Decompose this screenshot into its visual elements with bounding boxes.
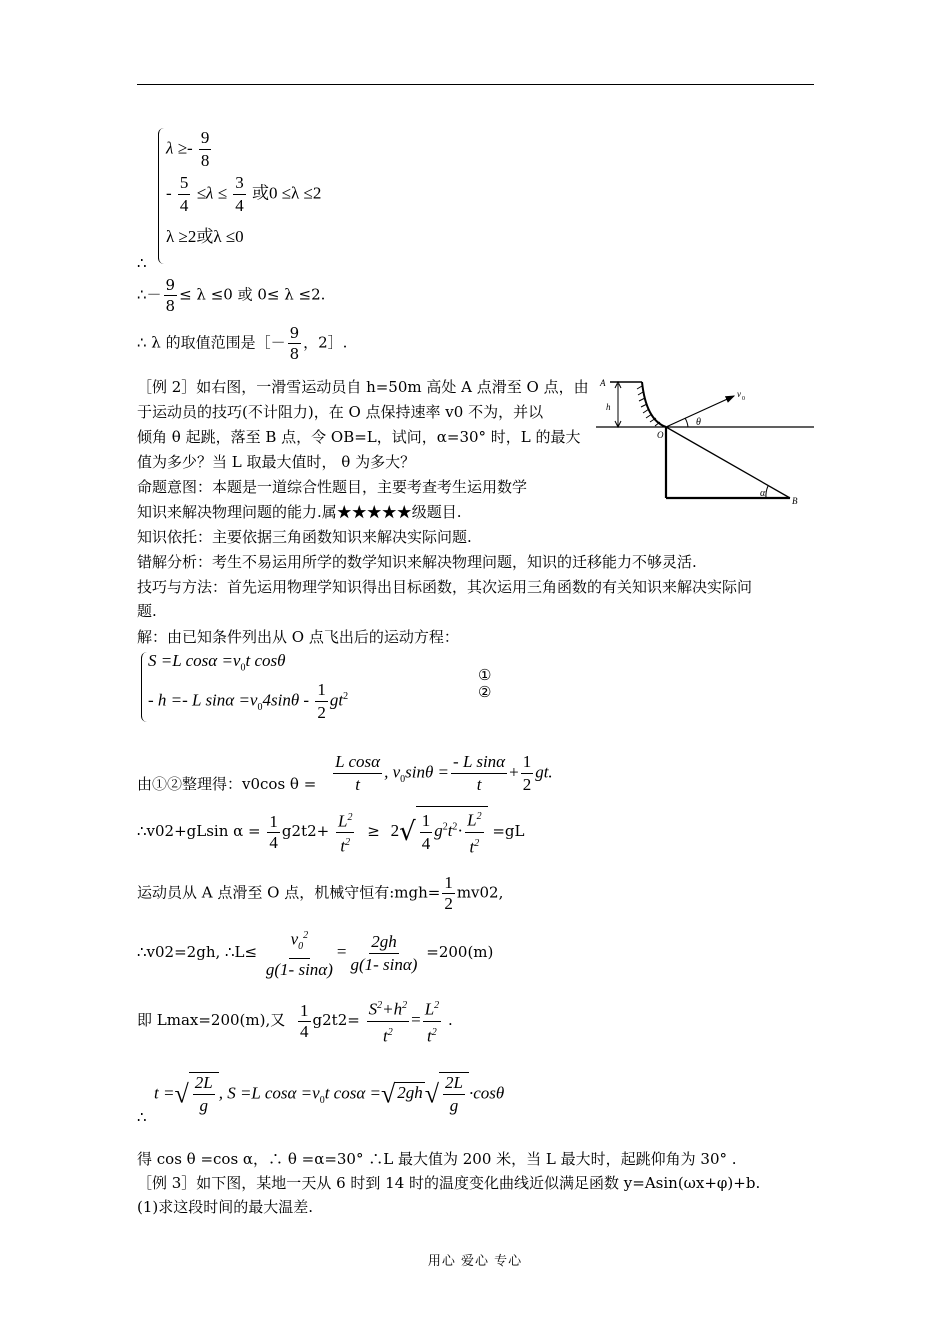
fraction: $\frac{9}{8}$ [165,276,176,315]
range-line-2: ∴ λ 的取值范围是［－ $\frac{9}{8}$ ，2］. [137,324,348,363]
fraction: $\frac{3}{4}$ [235,173,244,215]
fraction: $\frac{2L}{g}$ [194,1073,213,1115]
example2-line-2: 于运动员的技巧(不计阻力)，在 O 点保持速率 v0 不为，并以 [137,403,544,421]
conclusion: 得 cos θ =cos α，∴ θ =α=30° ∴L 最大值为 200 米，当 L 最大时，起跳仰角为 30° . [137,1150,737,1168]
therefore-symbol: ∴ [137,254,147,272]
range-line-1: ∴－ $\frac{9}{8}$ ≤ λ ≤0 或 0≤ λ ≤2. [137,276,326,315]
step-1: 由①②整理得：v0cos θ = $\frac{\text{L cosα}}{t}$ , $v_0\sin\theta$ = $\frac{\text{- L sinα}}{t}$ + $\frac{1}{2}$ gt. [137,752,553,794]
method-line-2: 题. [137,602,157,620]
page-footer: 用心 爱心 专心 [427,1254,523,1269]
fraction: $\frac{1}{4}$ [421,810,431,853]
fraction: $\frac{2L}{g}$ [445,1073,463,1115]
header-rule [137,84,814,85]
fraction: $\frac{S^2+h^2}{t^2}$ [367,996,409,1046]
fraction: $\frac{\text{- L sinα}}{t}$ [453,752,506,794]
equation-2: - h =- L $\sin\alpha =v_04\sin\theta$ - $\frac{1}{2}$ $gt^2$ [148,680,349,722]
example3-line-2: (1)求这段时间的最大温差. [137,1198,314,1216]
step-2: ∴v02+gLsin α = $\frac{1}{4}$ g2t2+ $\frac{L^2}{t^2}$ ≥ 2√ $\frac{1}{4}$ $g^2t^2\cdot$ $\frac{L^2}{t^2}$ =gL [137,806,524,857]
fraction: $\frac{9}{8}$ [289,324,300,363]
left-brace [158,128,165,264]
left-brace [141,652,148,722]
fraction: $\frac{1}{2}$ [522,752,532,794]
label-theta: θ [696,417,701,428]
example2-line-6: 知识来解决物理问题的能力.属★★★★★级题目. [137,503,462,521]
equation-1: S =L $\cos\alpha =v_0t$ cosθ [148,651,286,674]
knowledge-basis: 知识依托：主要依据三角函数知识来解决实际问题. [137,528,472,546]
fraction: $\frac{L^2}{t^2}$ [423,996,441,1046]
fraction: $\frac{v_0^2}{g(1- \sin\alpha)}$ [264,926,335,980]
fraction: $\frac{\text{L cosα}}{t}$ [335,752,381,794]
system1-row3: λ ≥2或λ ≤0 [166,227,244,246]
error-analysis: 错解分析：考生不易运用所学的数学知识来解决物理问题，知识的迁移能力不够灵活. [137,553,697,571]
step-3: 运动员从 A 点滑至 O 点，机械守恒有:mgh= $\frac{1}{2}$ mv02, [137,873,504,913]
fraction: $\frac{1}{2}$ [317,680,326,722]
label-v0: v [737,389,741,399]
label-A: A [600,378,606,388]
example2-line-5: 命题意图：本题是一道综合性题目，主要考查考生运用数学 [137,478,528,496]
fraction: $\frac{1}{4}$ [269,811,278,852]
fraction: $\frac{2gh}{g(1- \sin\alpha)}$ [350,931,418,974]
step-6: t =√ $\frac{2L}{g}$ , S =L $\cos\alpha =v_0t$ cosα =√ 2gh√ $\frac{2L}{g}$ ·cosθ [154,1073,505,1115]
fraction: $\frac{L^2}{t^2}$ [336,809,354,855]
fraction: $\frac{1}{2}$ [444,873,453,913]
marker-2: ② [478,683,492,701]
marker-1: ① [478,666,492,684]
label-h: h [606,402,611,412]
label-v0-sub: 0 [742,396,745,402]
method-line-1: 技巧与方法：首先运用物理学知识得出目标函数，其次运用三角函数的有关知识来解决实际问 [137,578,753,596]
fraction: $\frac{1}{4}$ [300,1000,309,1041]
ski-jump-diagram [596,372,826,512]
fraction: $\frac{5}{4}$ [179,173,189,215]
example3-line-1: ［例 3］如下图，某地一天从 6 时到 14 时的温度变化曲线近似满足函数 y=Asin(ωx+φ)+b. [137,1174,761,1192]
fraction: $\frac{L^2}{t^2}$ [465,807,483,857]
solution-intro: 解：由已知条件列出从 O 点飞出后的运动方程： [137,628,459,646]
label-alpha: α [760,488,766,499]
label-B: B [792,496,798,506]
example2-line-4: 值为多少？当 L 取最大值时， θ 为多大？ [137,453,416,471]
system1-row2: - $\frac{5}{4}$ ≤λ ≤ $\frac{3}{4}$ 或0 ≤λ ≤2 [166,173,322,215]
example2-line-1: ［例 2］如右图，一滑雪运动员自 h=50m 高处 A 点滑至 O 点，由 [137,378,589,396]
step-5: 即 Lmax=200(m),又 $\frac{1}{4}$ g2t2= $\frac{S^2+h^2}{t^2}$ = $\frac{L^2}{t^2}$ . [137,996,453,1046]
system1-row1: λ ≥- $\frac{9}{8}$ [166,128,210,170]
therefore-symbol: ∴ [137,1108,147,1126]
step-4: ∴v02=2gh, ∴L≤ $\frac{v_0^2}{g(1- \sin\alpha)}$ = $\frac{2gh}{g(1- \sin\alpha)}$ =200(m) [137,926,493,980]
example2-line-3: 倾角 θ 起跳，落至 B 点，令 OB=L，试问，α=30° 时，L 的最大 [137,428,581,446]
label-O: O [657,430,664,440]
fraction: $\frac{9}{8}$ [200,128,210,170]
